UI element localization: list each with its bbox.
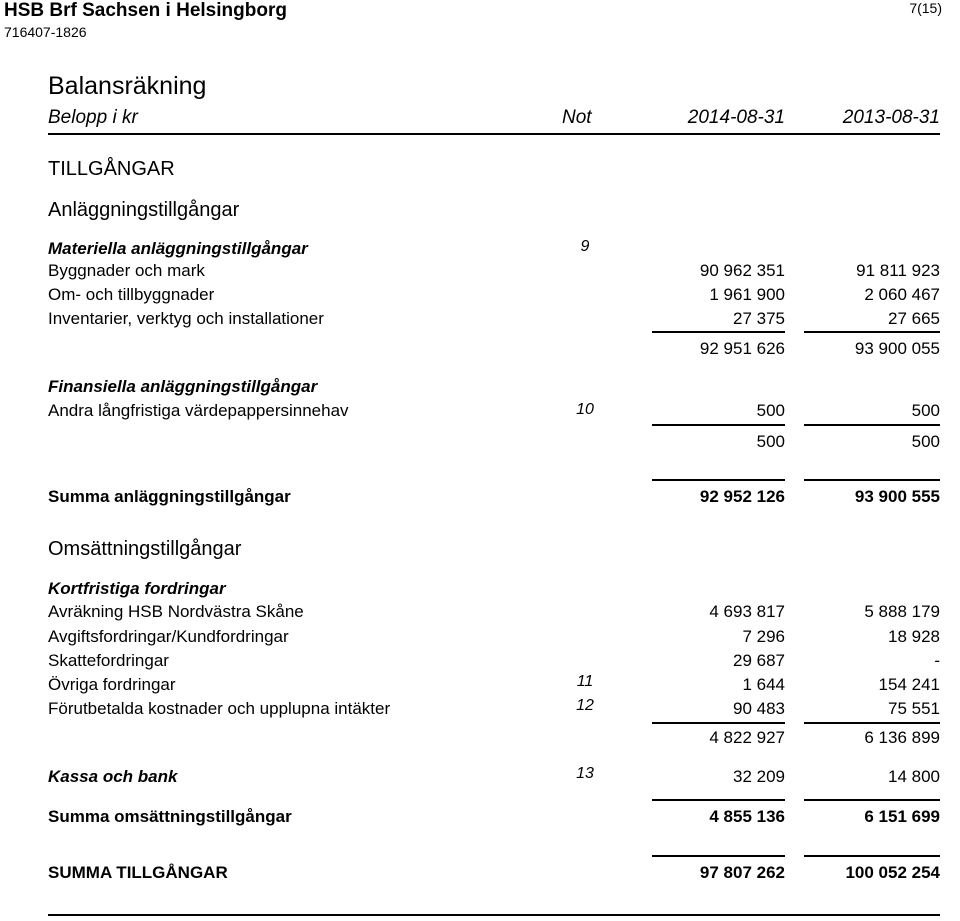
fixed-assets-total-current: 92 952 126 bbox=[699, 487, 785, 506]
row-label: Andra långfristiga värdepappersinnehav bbox=[48, 401, 349, 420]
row-previous: - bbox=[934, 651, 940, 670]
row-previous: 18 928 bbox=[888, 627, 940, 646]
financial-subtotal-current: 500 bbox=[756, 432, 785, 451]
tangible-assets-note: 9 bbox=[580, 238, 590, 255]
row-label: Skattefordringar bbox=[48, 651, 169, 670]
row-current: 29 687 bbox=[733, 651, 785, 670]
current-assets-total-current: 4 855 136 bbox=[709, 807, 785, 826]
row-current: 7 296 bbox=[742, 627, 785, 646]
row-previous: 27 665 bbox=[888, 309, 940, 328]
row-previous: 5 888 179 bbox=[864, 602, 940, 621]
row-previous: 2 060 467 bbox=[864, 285, 940, 304]
total-rule bbox=[652, 479, 785, 481]
row-previous: 75 551 bbox=[888, 699, 940, 718]
cash-current: 32 209 bbox=[733, 767, 785, 786]
receivables-subtotal-previous: 6 136 899 bbox=[864, 728, 940, 747]
column-header-note: Not bbox=[562, 107, 592, 128]
row-label: Avgiftsfordringar/Kundfordringar bbox=[48, 627, 289, 646]
row-current: 90 483 bbox=[733, 699, 785, 718]
total-rule bbox=[804, 479, 940, 481]
row-note: 10 bbox=[576, 401, 594, 418]
current-assets-total-label: Summa omsättningstillgångar bbox=[48, 807, 292, 826]
row-current: 27 375 bbox=[733, 309, 785, 328]
row-previous: 154 241 bbox=[878, 675, 940, 694]
row-label: Avräkning HSB Nordvästra Skåne bbox=[48, 602, 304, 621]
row-previous: 91 811 923 bbox=[856, 261, 940, 280]
financial-assets-heading: Finansiella anläggningstillgångar bbox=[48, 377, 318, 396]
cash-label: Kassa och bank bbox=[48, 767, 178, 786]
organization-number: 716407-1826 bbox=[4, 24, 87, 40]
page-title: Balansräkning bbox=[48, 72, 207, 100]
grand-total-current: 97 807 262 bbox=[699, 863, 785, 882]
row-current: 1 961 900 bbox=[709, 285, 785, 304]
total-rule bbox=[652, 799, 785, 801]
fixed-assets-heading: Anläggningstillgångar bbox=[48, 199, 240, 221]
subtotal-rule bbox=[652, 424, 785, 426]
current-assets-heading: Omsättningstillgångar bbox=[48, 538, 242, 560]
tangible-subtotal-current: 92 951 626 bbox=[699, 339, 785, 358]
column-header-previous-year: 2013-08-31 bbox=[842, 107, 940, 128]
cash-note: 13 bbox=[576, 765, 594, 782]
row-note: 11 bbox=[576, 673, 594, 690]
subtotal-rule bbox=[804, 424, 940, 426]
subtotal-rule bbox=[804, 331, 940, 333]
header-rule bbox=[48, 133, 940, 135]
page-number: 7(15) bbox=[909, 0, 942, 16]
subtotal-rule bbox=[652, 722, 785, 724]
receivables-heading: Kortfristiga fordringar bbox=[48, 579, 226, 598]
subtotal-rule bbox=[652, 331, 785, 333]
fixed-assets-total-previous: 93 900 555 bbox=[854, 487, 940, 506]
row-label: Byggnader och mark bbox=[48, 261, 205, 280]
row-label: Förutbetalda kostnader och upplupna intäkter bbox=[48, 699, 391, 718]
row-label: Inventarier, verktyg och installationer bbox=[48, 309, 324, 328]
row-current: 1 644 bbox=[742, 675, 785, 694]
total-rule bbox=[804, 799, 940, 801]
footer-rule bbox=[48, 914, 940, 916]
grand-total-rule bbox=[804, 855, 940, 857]
row-label: Övriga fordringar bbox=[48, 675, 176, 694]
cash-previous: 14 800 bbox=[888, 767, 940, 786]
grand-total-label: SUMMA TILLGÅNGAR bbox=[48, 863, 228, 882]
column-header-amount: Belopp i kr bbox=[48, 107, 138, 128]
row-label: Om- och tillbyggnader bbox=[48, 285, 215, 304]
row-current: 4 693 817 bbox=[709, 602, 785, 621]
financial-subtotal-previous: 500 bbox=[911, 432, 940, 451]
tangible-subtotal-previous: 93 900 055 bbox=[854, 339, 940, 358]
grand-total-rule bbox=[652, 855, 785, 857]
tangible-assets-heading: Materiella anläggningstillgångar bbox=[48, 239, 308, 258]
assets-heading: TILLGÅNGAR bbox=[48, 158, 175, 180]
receivables-subtotal-current: 4 822 927 bbox=[709, 728, 785, 747]
organization-name: HSB Brf Sachsen i Helsingborg bbox=[4, 0, 287, 21]
column-header-current-year: 2014-08-31 bbox=[687, 107, 785, 128]
row-current: 90 962 351 bbox=[699, 261, 785, 280]
row-previous: 500 bbox=[911, 401, 940, 420]
grand-total-previous: 100 052 254 bbox=[845, 863, 940, 882]
row-current: 500 bbox=[756, 401, 785, 420]
row-note: 12 bbox=[576, 697, 594, 714]
current-assets-total-previous: 6 151 699 bbox=[864, 807, 940, 826]
fixed-assets-total-label: Summa anläggningstillgångar bbox=[48, 487, 291, 506]
subtotal-rule bbox=[804, 722, 940, 724]
